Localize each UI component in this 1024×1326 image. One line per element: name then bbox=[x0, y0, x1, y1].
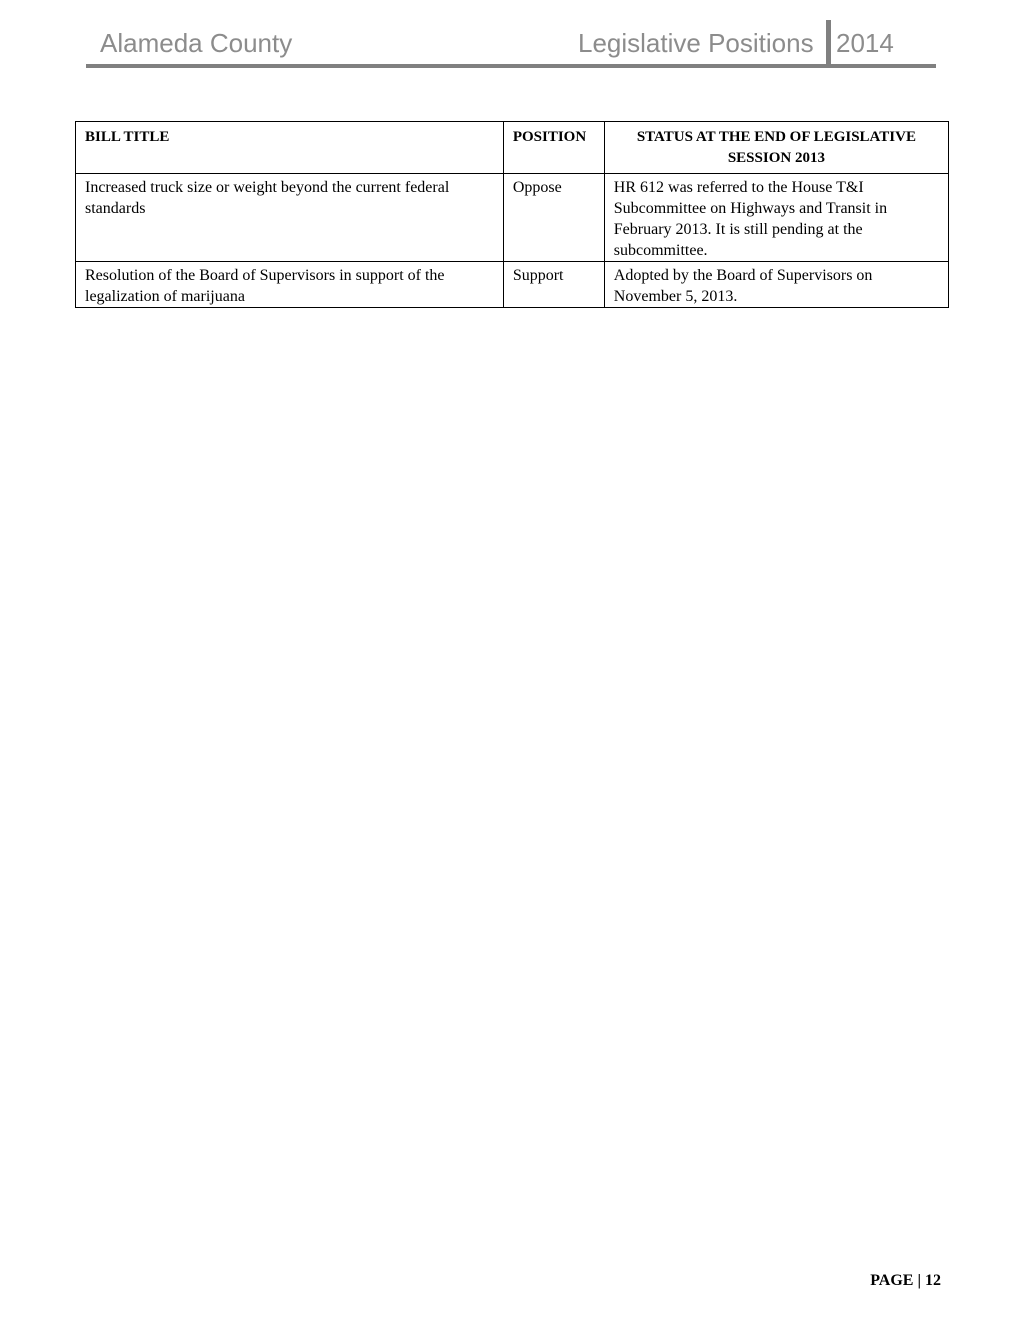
cell-bill-title: Increased truck size or weight beyond the current federal standards bbox=[76, 174, 504, 262]
cell-bill-title: Resolution of the Board of Supervisors in support of the legalization of marijuana bbox=[76, 262, 504, 308]
page-number: PAGE | 12 bbox=[870, 1272, 941, 1289]
header-year: 2014 bbox=[836, 28, 894, 58]
header-document-title: Legislative Positions bbox=[578, 28, 814, 58]
header-organization: Alameda County bbox=[100, 28, 293, 58]
column-header-position: POSITION bbox=[503, 122, 604, 174]
cell-position: Oppose bbox=[503, 174, 604, 262]
cell-status: HR 612 was referred to the House T&I Subcommittee on Highways and Transit in February 2013. It is still pending at the subcommittee. bbox=[604, 174, 948, 262]
legislative-positions-table bbox=[75, 121, 949, 308]
column-header-status: STATUS AT THE END OF LEGISLATIVE SESSION 2013 bbox=[604, 122, 948, 174]
table-row bbox=[76, 174, 949, 262]
header-rule bbox=[86, 64, 936, 68]
table-row bbox=[76, 262, 949, 308]
column-header-bill-title: BILL TITLE bbox=[76, 122, 504, 174]
cell-status: Adopted by the Board of Supervisors on November 5, 2013. bbox=[604, 262, 948, 308]
page-header bbox=[86, 16, 936, 70]
table-header-row bbox=[76, 122, 949, 174]
cell-position: Support bbox=[503, 262, 604, 308]
header-divider bbox=[826, 20, 831, 66]
